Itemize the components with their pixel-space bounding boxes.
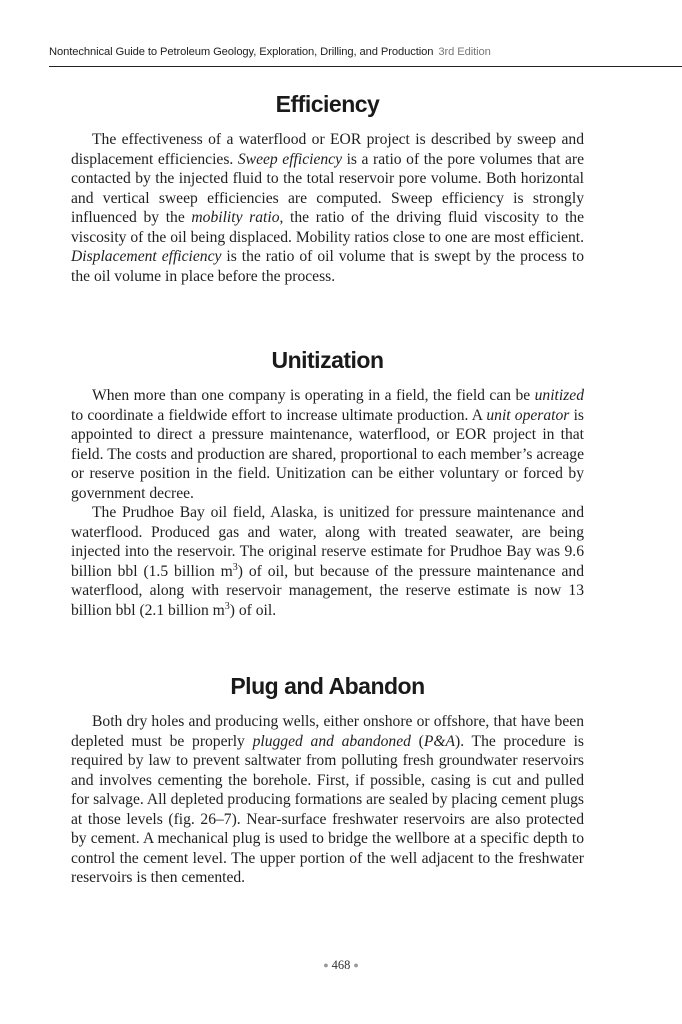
- text-run: , the ratio of the driving fluid viscosity to the viscosity of the oil being displaced. Mobility ratios close to one are most efficient.: [71, 209, 585, 246]
- bullet-icon: ●: [353, 960, 359, 970]
- italic-term: Sweep efficiency: [237, 150, 343, 168]
- bullet-icon: ●: [323, 960, 329, 970]
- text-run: The Prudhoe Bay oil field, Alaska, is unitized for pressure maintenance and waterflood. Produced gas and water, along with treated seawater, are being injected into the reservoir. The original reserve estimate for Prudhoe Bay was 9.6 billion bbl (1.5 billion m: [71, 504, 584, 580]
- superscript: 3: [224, 600, 230, 612]
- section-heading: Efficiency: [275, 91, 380, 117]
- italic-term: P&A: [423, 732, 456, 750]
- italic-term: Displacement efficiency: [71, 248, 222, 265]
- text-run: Both dry holes and producing wells, either onshore or offshore, that have been depleted must be properly: [71, 713, 584, 750]
- text-run: When more than one company is operating in a field, the field can be: [92, 387, 535, 404]
- text-run: ) of oil.: [229, 601, 277, 619]
- section-efficiency: [71, 88, 584, 286]
- italic-term: unitized: [534, 387, 584, 404]
- section-unitization: [71, 344, 584, 620]
- page-footer: [0, 958, 682, 973]
- text-run: is appointed to direct a pressure maintenance, waterflood, or EOR project in that field. The costs and production are shared, proportional to each member’s acreage or reserve position in the field. Unitization can be either voluntary or forced by government decree.: [71, 406, 584, 502]
- page-number: 468: [331, 958, 351, 972]
- body-paragraph: [71, 503, 584, 620]
- text-run: ). The procedure is required by law to prevent saltwater from polluting fresh groundwater reservoirs and involves cementing the borehole. First, if possible, casing is cut and pulled for salvage. All depleted producing formations are sealed by placing cement plugs at those levels (fig. 26–7). Near-surface freshwater reservoirs are also protected by cement. A mechanical plug is used to bridge the wellbore at a specific depth to control the cement level. The upper portion of the well adjacent to the freshwater reservoirs is then cemented.: [71, 732, 584, 886]
- italic-term: unit operator: [486, 406, 570, 424]
- text-run: The effectiveness of a waterflood or EOR project is described by sweep and displacement efficiencies.: [71, 131, 584, 168]
- body-paragraph: [71, 130, 584, 286]
- running-header: [49, 46, 682, 67]
- edition-label: 3rd Edition: [438, 46, 491, 58]
- italic-term: mobility ratio: [191, 209, 280, 226]
- section-plug-and-abandon: [71, 670, 584, 888]
- superscript: 3: [232, 561, 238, 573]
- page-body: [71, 88, 584, 888]
- book-title: Nontechnical Guide to Petroleum Geology, Exploration, Drilling, and Production: [49, 46, 434, 58]
- text-run: ) of oil, but because of the pressure maintenance and waterflood, along with reservoir management, the reserve estimate is now 13 billion bbl (2.1 billion m: [71, 562, 584, 619]
- body-paragraph: [71, 712, 584, 888]
- text-run: is a ratio of the pore volumes that are contacted by the injected fluid to the total reservoir pore volume. Both horizontal and vertical sweep efficiencies are computed. Sweep efficiency is strongly influenced by the: [71, 150, 584, 226]
- text-run: to coordinate a fieldwide effort to increase ultimate production. A: [71, 406, 487, 424]
- text-run: is the ratio of oil volume that is swept by the process to the oil volume in place before the process.: [71, 248, 585, 285]
- text-run: (: [410, 732, 424, 750]
- italic-term: plugged and abandoned: [252, 732, 411, 750]
- section-heading: Plug and Abandon: [230, 673, 425, 699]
- body-paragraph: [71, 386, 584, 503]
- section-heading: Unitization: [271, 347, 384, 373]
